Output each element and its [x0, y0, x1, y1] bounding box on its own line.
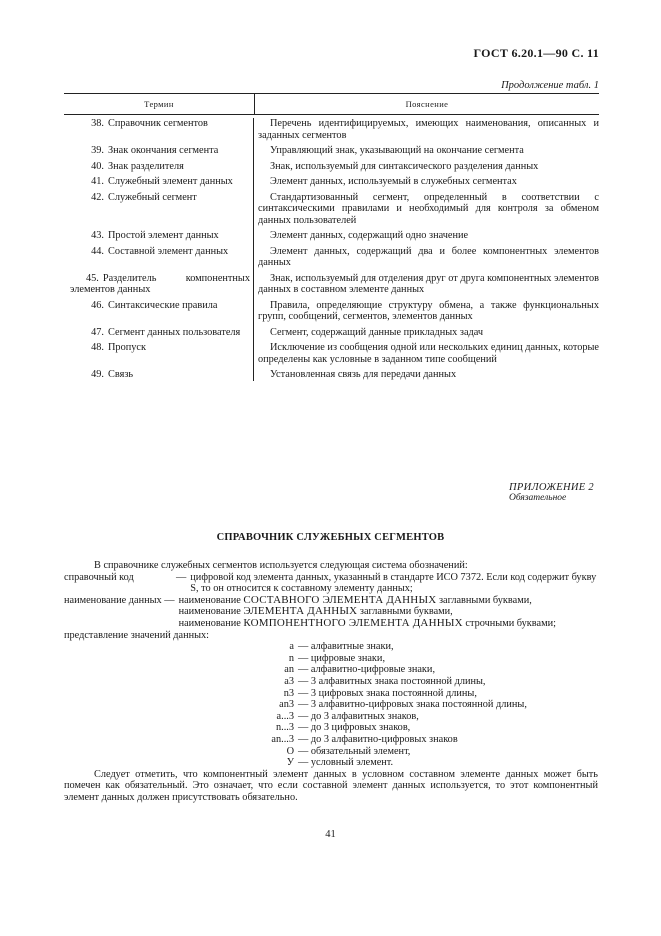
- name-prefix: наименование: [178, 606, 241, 618]
- name-convention-line: [179, 618, 598, 630]
- term-cell: [64, 192, 254, 227]
- code-symbol: n3: [283, 687, 294, 699]
- code-row: [64, 722, 598, 734]
- term-cell: [64, 230, 254, 242]
- term-text: Синтаксические правила: [108, 299, 218, 311]
- term-text: Знак окончания сегмента: [108, 145, 219, 156]
- term-number: 38.: [91, 118, 104, 129]
- explanation-text: Исключение из сообщения одной или нескольких единиц данных, которые определены как условные в заданном типе сообщений: [258, 342, 599, 365]
- name-suffix: заглавными буквами,: [438, 594, 532, 606]
- term-cell: [64, 369, 254, 381]
- code-symbol: а3: [284, 675, 294, 687]
- term-cell: [64, 300, 254, 323]
- term-number: 40.: [91, 160, 104, 172]
- intro-paragraph: В справочнике служебных сегментов используется следующая система обозначений:: [94, 560, 468, 571]
- appendix-status: Обязательное: [509, 493, 567, 503]
- explanation-text: Элемент данных, содержащий одно значение: [270, 230, 469, 241]
- term-text: Разделитель компонентных элементов данных: [70, 272, 250, 295]
- code-meaning: — до 3 цифровых знаков,: [298, 722, 411, 734]
- table-header: [64, 94, 599, 114]
- term-number: 45.: [86, 272, 99, 284]
- table-row: [64, 161, 599, 173]
- term-number: 46.: [91, 299, 104, 311]
- name-caps-example: КОМПОНЕНТНОГО ЭЛЕМЕНТА ДАННЫХ: [243, 616, 463, 629]
- standard-header: ГОСТ 6.20.1—90 С. 11: [473, 46, 599, 60]
- term-text: Служебный сегмент: [108, 191, 197, 203]
- table-row: [64, 145, 599, 157]
- column-header-term: Термин: [144, 99, 174, 109]
- code-symbol: n: [288, 652, 294, 664]
- definition-ref-code: [64, 572, 598, 595]
- term-text: Простой элемент данных: [108, 230, 219, 241]
- table-row: [64, 300, 599, 323]
- term-text: Служебный элемент данных: [108, 176, 233, 187]
- term-cell: [64, 342, 254, 365]
- code-row: [64, 653, 598, 665]
- terms-table: [64, 93, 599, 381]
- note-paragraph: Следует отметить, что компонентный элемент данных в условном составном элементе данных может быть помечен как обязательный. Это означает, что если составной элемент данных используется, то этот компонентный элемент данных должен присутствовать обязательно.: [64, 768, 598, 803]
- code-symbol: У: [286, 757, 294, 769]
- code-meaning: — цифровые знаки,: [298, 652, 386, 664]
- table-row: [64, 273, 599, 296]
- code-meaning: — до 3 алфавитных знаков,: [298, 710, 419, 722]
- name-suffix: строчными буквами;: [465, 617, 556, 629]
- term-text: Знак разделителя: [108, 160, 184, 172]
- code-row: [64, 711, 598, 723]
- code-meaning: — 3 цифровых знака постоянной длины,: [298, 687, 477, 699]
- code-row: [64, 676, 598, 688]
- table-row: [64, 327, 599, 339]
- term-number: 44.: [91, 245, 104, 257]
- code-meaning: — до 3 алфавитно-цифровых знаков: [298, 733, 458, 745]
- explanation-text: Управляющий знак, указывающий на окончание сегмента: [270, 145, 524, 156]
- name-caps-example: ЭЛЕМЕНТА ДАННЫХ: [243, 605, 358, 618]
- table-row: [64, 230, 599, 242]
- definition-key: наименование данных —: [64, 594, 175, 606]
- name-prefix: наименование: [178, 594, 241, 606]
- name-convention-line: [179, 595, 598, 607]
- explanation-cell: [254, 176, 599, 188]
- section-title: СПРАВОЧНИК СЛУЖЕБНЫХ СЕГМЕНТОВ: [216, 532, 445, 543]
- term-text: Составной элемент данных: [108, 245, 229, 257]
- table-row: [64, 342, 599, 365]
- code-row: [64, 641, 598, 653]
- name-suffix: заглавными буквами,: [359, 606, 453, 618]
- explanation-cell: [254, 192, 599, 227]
- term-cell: [64, 273, 254, 296]
- page-number: 41: [325, 829, 336, 840]
- code-symbol: О: [286, 745, 294, 757]
- code-meaning: — условный элемент.: [298, 757, 394, 769]
- term-number: 42.: [91, 191, 104, 203]
- table-row: [64, 246, 599, 269]
- code-symbol: а...3: [276, 710, 294, 722]
- explanation-text: Сегмент, содержащий данные прикладных задач: [270, 326, 484, 338]
- code-symbol: an3: [279, 699, 294, 711]
- explanation-cell: [254, 327, 599, 339]
- explanation-cell: [254, 230, 599, 242]
- table-row: [64, 176, 599, 188]
- term-cell: [64, 161, 254, 173]
- table-continuation-note: Продолжение табл. 1: [501, 80, 599, 91]
- term-cell: [64, 145, 254, 157]
- definition-key: справочный код: [64, 571, 134, 583]
- column-header-explanation: Пояснение: [254, 94, 599, 114]
- code-symbol: а: [289, 641, 294, 653]
- code-row: [64, 746, 598, 758]
- explanation-text: Установленная связь для передачи данных: [270, 369, 457, 380]
- table-row: [64, 118, 599, 141]
- definition-values: [64, 630, 598, 642]
- notation-definitions: [64, 572, 598, 642]
- definition-dash: —: [176, 571, 187, 583]
- explanation-cell: [254, 145, 599, 157]
- explanation-text: Элемент данных, используемый в служебных сегментах: [270, 176, 517, 187]
- appendix-body: [64, 560, 598, 803]
- table-row: [64, 192, 599, 227]
- name-prefix: наименование: [178, 617, 241, 629]
- term-number: 47.: [91, 326, 104, 338]
- explanation-cell: [254, 342, 599, 365]
- code-row: [64, 699, 598, 711]
- explanation-text: Элемент данных, содержащий два и более компонентных элементов данных: [258, 245, 599, 268]
- definition-data-name: [64, 595, 598, 630]
- term-cell: [64, 118, 254, 141]
- code-symbol: an...3: [271, 733, 294, 745]
- term-number: 49.: [91, 369, 104, 380]
- code-row: [64, 734, 598, 746]
- term-cell: [64, 246, 254, 269]
- code-row: [64, 664, 598, 676]
- explanation-cell: [254, 118, 599, 141]
- explanation-text: Знак, используемый для отделения друг от друга компонентных элементов данных в составном элементе данных: [258, 272, 599, 295]
- appendix-label: [509, 482, 599, 503]
- term-text: Пропуск: [108, 342, 146, 353]
- term-cell: [64, 176, 254, 188]
- table-body: [64, 118, 599, 381]
- table-row: [64, 369, 599, 381]
- term-number: 39.: [91, 145, 104, 156]
- code-meaning: — алфавитно-цифровые знаки,: [298, 664, 436, 676]
- code-meaning: — обязательный элемент,: [298, 745, 411, 757]
- explanation-cell: [254, 246, 599, 269]
- code-row: [64, 688, 598, 700]
- definition-key: представление значений данных:: [64, 629, 210, 641]
- explanation-cell: [254, 273, 599, 296]
- term-text: Справочник сегментов: [108, 118, 208, 129]
- value-code-list: [64, 641, 598, 769]
- code-meaning: — алфавитные знаки,: [298, 641, 394, 653]
- term-cell: [64, 327, 254, 339]
- term-text: Сегмент данных пользователя: [108, 326, 241, 338]
- appendix-number: ПРИЛОЖЕНИЕ 2: [509, 482, 594, 493]
- code-meaning: — 3 алфавитных знака постоянной длины,: [298, 675, 486, 687]
- term-number: 48.: [91, 342, 104, 353]
- explanation-text: Стандартизованный сегмент, определенный в соответствии с синтаксическими правилами и необходимый для контроля за обменом данных пользователей: [258, 191, 599, 226]
- explanation-cell: [254, 161, 599, 173]
- code-symbol: n...3: [275, 722, 294, 734]
- explanation-text: Правила, определяющие структуру обмена, а также функциональных групп, сообщений, сегментов, элементов данных: [258, 299, 599, 322]
- name-caps-example: СОСТАВНОГО ЭЛЕМЕНТА ДАННЫХ: [243, 593, 437, 606]
- explanation-cell: [254, 300, 599, 323]
- explanation-text: Знак, используемый для синтаксического разделения данных: [270, 160, 539, 172]
- explanation-text: Перечень идентифицируемых, имеющих наименования, описанных и заданных сегментов: [258, 118, 599, 141]
- code-meaning: — 3 алфавитно-цифровых знака постоянной длины,: [298, 699, 527, 711]
- term-text: Связь: [108, 369, 134, 380]
- code-symbol: an: [284, 664, 294, 676]
- definition-value: цифровой код элемента данных, указанный в стандарте ИСО 7372. Если код содержит букву S, то он относится к составному элементу данных;: [190, 571, 597, 595]
- explanation-cell: [254, 369, 599, 381]
- definition-value: [179, 595, 598, 630]
- term-number: 41.: [91, 176, 104, 187]
- code-row: [64, 757, 598, 769]
- term-number: 43.: [91, 230, 104, 241]
